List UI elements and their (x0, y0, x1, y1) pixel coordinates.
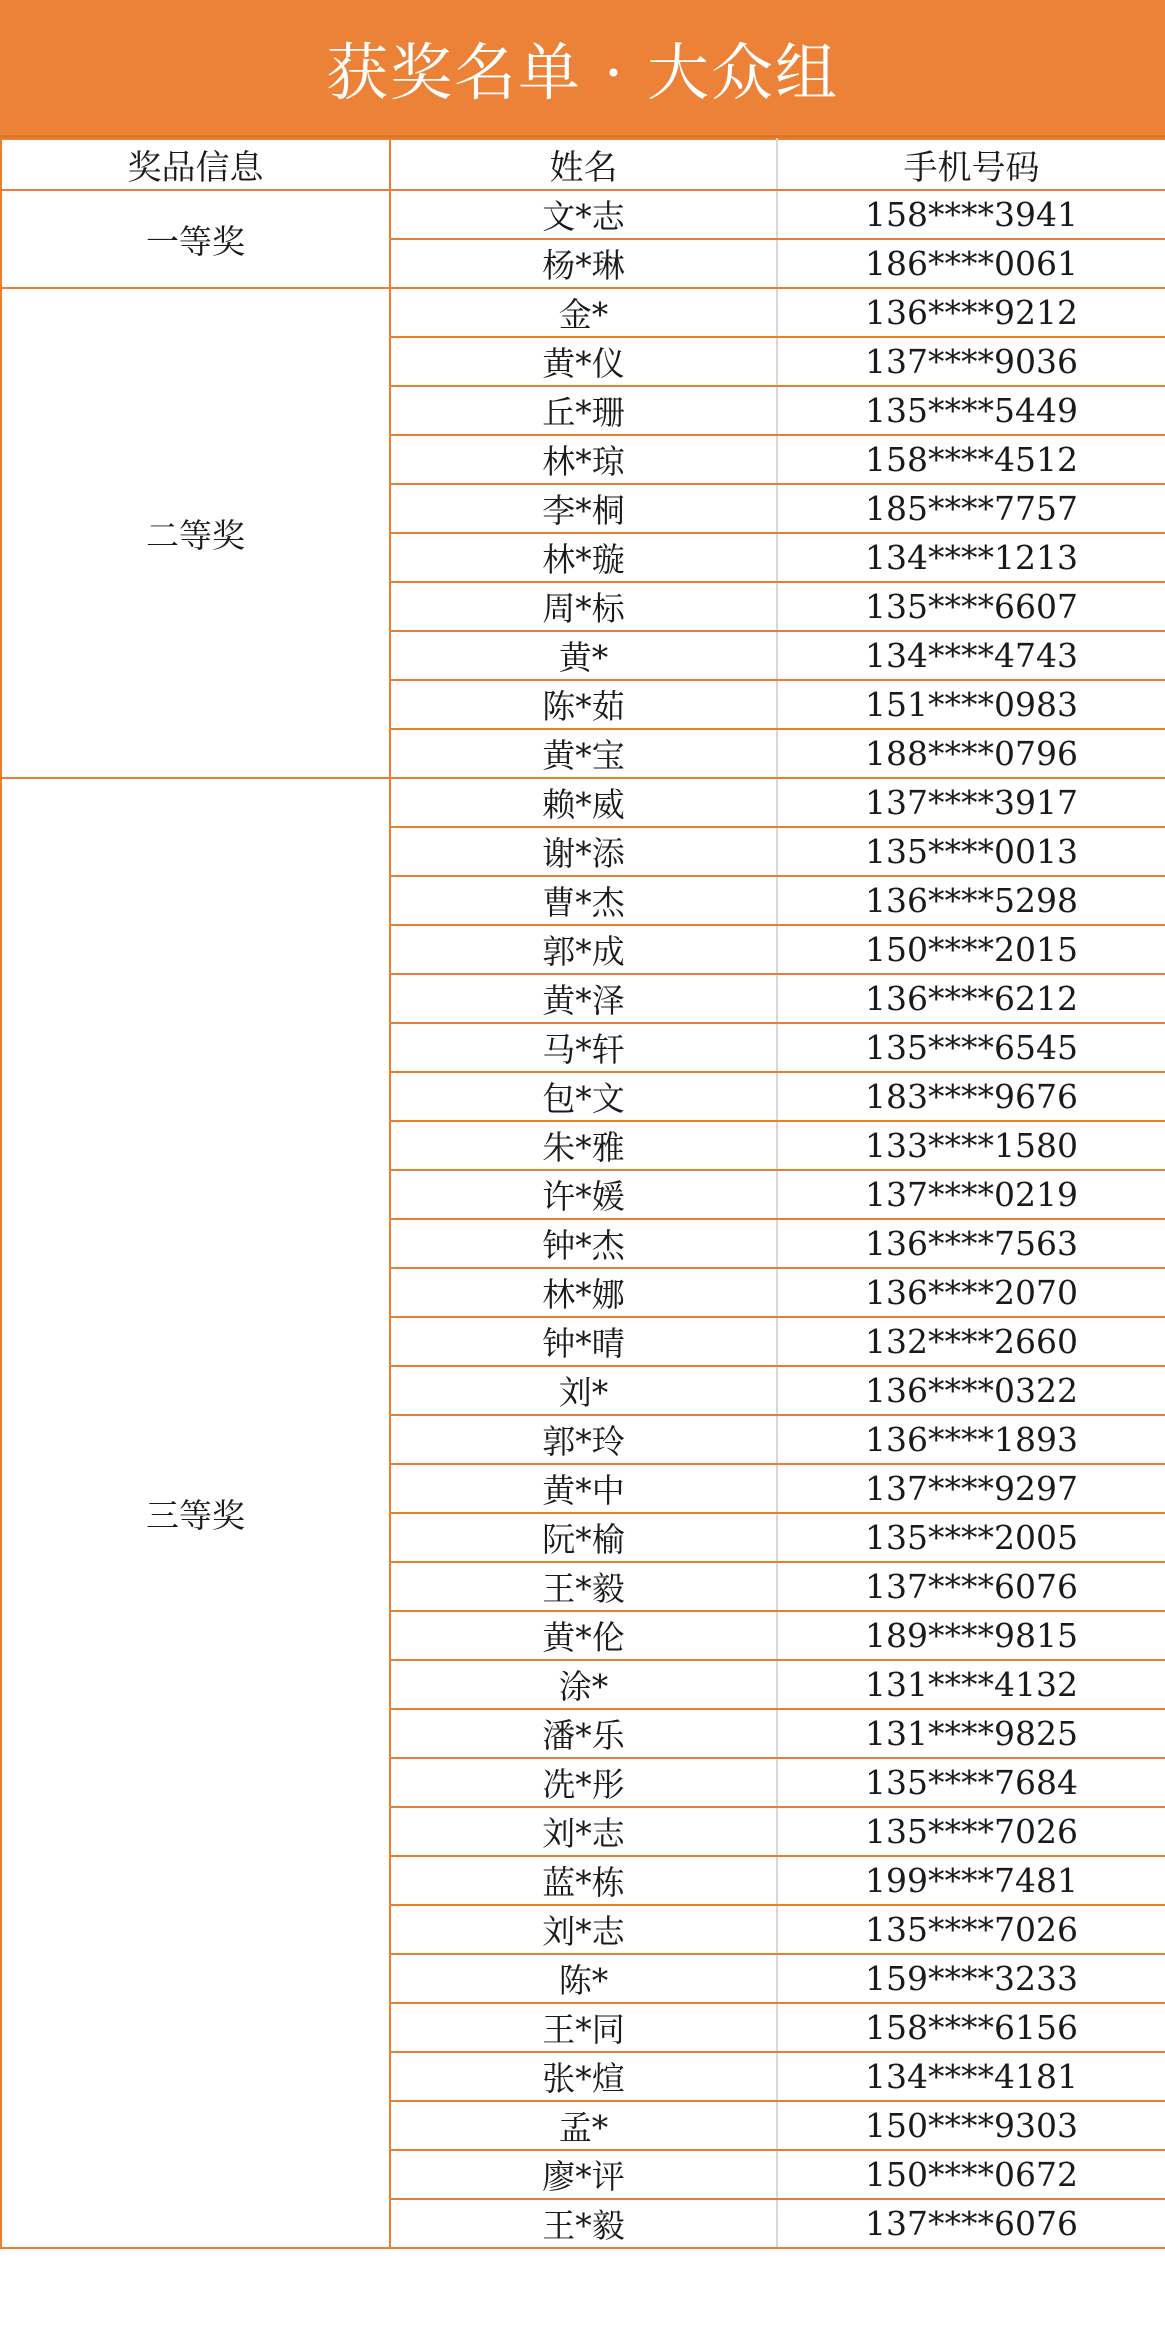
winner-name-cell: 王*毅 (390, 2199, 777, 2248)
winner-name-cell: 王*毅 (390, 1562, 777, 1611)
winner-phone-cell: 137****6076 (777, 1562, 1165, 1611)
prize-level-cell: 三等奖 (1, 778, 390, 2248)
winner-name-cell: 钟*杰 (390, 1219, 777, 1268)
winner-phone-cell: 136****1893 (777, 1415, 1165, 1464)
winner-phone-cell: 199****7481 (777, 1856, 1165, 1905)
winner-phone-cell: 134****1213 (777, 533, 1165, 582)
winner-phone-cell: 150****0672 (777, 2150, 1165, 2199)
winner-phone-cell: 137****9036 (777, 337, 1165, 386)
winner-name-cell: 王*同 (390, 2003, 777, 2052)
winner-phone-cell: 137****0219 (777, 1170, 1165, 1219)
prize-level-cell: 一等奖 (1, 190, 390, 288)
winner-phone-cell: 189****9815 (777, 1611, 1165, 1660)
winner-phone-cell: 188****0796 (777, 729, 1165, 778)
winner-phone-cell: 131****9825 (777, 1709, 1165, 1758)
winner-phone-cell: 135****7026 (777, 1807, 1165, 1856)
winner-name-cell: 杨*琳 (390, 239, 777, 288)
winner-phone-cell: 159****3233 (777, 1954, 1165, 2003)
winner-name-cell: 黄*泽 (390, 974, 777, 1023)
winner-name-cell: 蓝*栋 (390, 1856, 777, 1905)
winner-name-cell: 林*琼 (390, 435, 777, 484)
winner-phone-cell: 135****0013 (777, 827, 1165, 876)
header-phone: 手机号码 (777, 139, 1165, 190)
winner-name-cell: 朱*雅 (390, 1121, 777, 1170)
winner-name-cell: 马*轩 (390, 1023, 777, 1072)
winner-phone-cell: 135****2005 (777, 1513, 1165, 1562)
winner-name-cell: 林*璇 (390, 533, 777, 582)
winner-phone-cell: 137****9297 (777, 1464, 1165, 1513)
winner-phone-cell: 136****0322 (777, 1366, 1165, 1415)
winner-name-cell: 赖*威 (390, 778, 777, 827)
table-row (1, 288, 1165, 337)
winner-phone-cell: 137****6076 (777, 2199, 1165, 2248)
winner-phone-cell: 158****4512 (777, 435, 1165, 484)
winner-name-cell: 张*煊 (390, 2052, 777, 2101)
header-prize: 奖品信息 (1, 139, 390, 190)
winner-phone-cell: 151****0983 (777, 680, 1165, 729)
winner-name-cell: 黄* (390, 631, 777, 680)
winner-phone-cell: 135****6607 (777, 582, 1165, 631)
winner-name-cell: 陈* (390, 1954, 777, 2003)
winner-name-cell: 金* (390, 288, 777, 337)
page-title: 获奖名单 · 大众组 (0, 0, 1165, 138)
winner-phone-cell: 158****3941 (777, 190, 1165, 239)
winner-phone-cell: 136****5298 (777, 876, 1165, 925)
table-body (1, 190, 1165, 2248)
winner-phone-cell: 183****9676 (777, 1072, 1165, 1121)
winner-name-cell: 廖*评 (390, 2150, 777, 2199)
prize-level-cell: 二等奖 (1, 288, 390, 778)
winner-name-cell: 黄*宝 (390, 729, 777, 778)
winner-phone-cell: 150****2015 (777, 925, 1165, 974)
winner-phone-cell: 133****1580 (777, 1121, 1165, 1170)
winner-name-cell: 许*媛 (390, 1170, 777, 1219)
winner-name-cell: 陈*茹 (390, 680, 777, 729)
winner-phone-cell: 131****4132 (777, 1660, 1165, 1709)
winner-phone-cell: 136****6212 (777, 974, 1165, 1023)
winner-name-cell: 涂* (390, 1660, 777, 1709)
winner-phone-cell: 185****7757 (777, 484, 1165, 533)
winner-phone-cell: 136****7563 (777, 1219, 1165, 1268)
header-name: 姓名 (390, 139, 777, 190)
winner-phone-cell: 134****4181 (777, 2052, 1165, 2101)
winner-phone-cell: 136****2070 (777, 1268, 1165, 1317)
winner-phone-cell: 137****3917 (777, 778, 1165, 827)
winner-name-cell: 冼*彤 (390, 1758, 777, 1807)
winner-name-cell: 刘* (390, 1366, 777, 1415)
winner-name-cell: 黄*伦 (390, 1611, 777, 1660)
winner-phone-cell: 136****9212 (777, 288, 1165, 337)
table-row (1, 190, 1165, 239)
winners-table (0, 138, 1165, 2249)
winner-phone-cell: 135****5449 (777, 386, 1165, 435)
winner-name-cell: 丘*珊 (390, 386, 777, 435)
winner-name-cell: 周*标 (390, 582, 777, 631)
table-row (1, 778, 1165, 827)
winner-phone-cell: 134****4743 (777, 631, 1165, 680)
winner-phone-cell: 186****0061 (777, 239, 1165, 288)
winner-name-cell: 孟* (390, 2101, 777, 2150)
table-header-row (1, 139, 1165, 190)
winner-name-cell: 刘*志 (390, 1807, 777, 1856)
winner-name-cell: 郭*玲 (390, 1415, 777, 1464)
winner-phone-cell: 135****6545 (777, 1023, 1165, 1072)
winner-name-cell: 谢*添 (390, 827, 777, 876)
winner-name-cell: 钟*晴 (390, 1317, 777, 1366)
winner-name-cell: 刘*志 (390, 1905, 777, 1954)
winner-phone-cell: 158****6156 (777, 2003, 1165, 2052)
winner-phone-cell: 132****2660 (777, 1317, 1165, 1366)
winner-name-cell: 郭*成 (390, 925, 777, 974)
winner-phone-cell: 135****7684 (777, 1758, 1165, 1807)
winner-name-cell: 潘*乐 (390, 1709, 777, 1758)
winner-name-cell: 黄*中 (390, 1464, 777, 1513)
winner-name-cell: 黄*仪 (390, 337, 777, 386)
winner-name-cell: 曹*杰 (390, 876, 777, 925)
winner-name-cell: 阮*榆 (390, 1513, 777, 1562)
winner-name-cell: 李*桐 (390, 484, 777, 533)
winner-phone-cell: 150****9303 (777, 2101, 1165, 2150)
winner-phone-cell: 135****7026 (777, 1905, 1165, 1954)
winner-name-cell: 包*文 (390, 1072, 777, 1121)
winner-name-cell: 文*志 (390, 190, 777, 239)
winner-name-cell: 林*娜 (390, 1268, 777, 1317)
